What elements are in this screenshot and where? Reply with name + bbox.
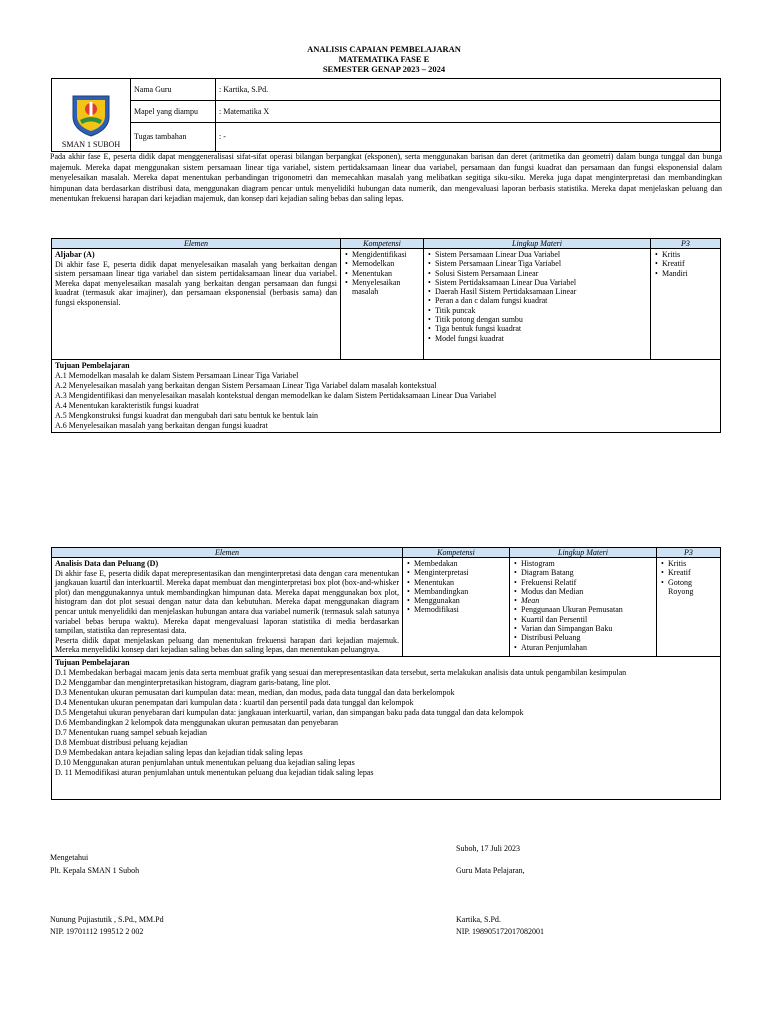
- kompetensi-cell: [403, 558, 510, 657]
- tujuan-title: Tujuan Pembelajaran: [55, 657, 130, 667]
- signature-left-name: Nunung Pujiastutik , S.Pd., MM.Pd: [50, 915, 164, 924]
- signature-left-nip: NIP. 19701112 199512 2 002: [50, 927, 144, 936]
- p3-list: [660, 559, 717, 596]
- tujuan-item: D.7 Menentukan ruang sampel sebuah kejadian: [55, 727, 207, 737]
- list-item: • Varian dan Simpangan Baku: [513, 624, 653, 633]
- section-aljabar-table: [51, 238, 721, 433]
- tujuan-item: A.5 Mengkonstruksi fungsi kuadrat dan mengubah dari satu bentuk ke bentuk lain: [55, 411, 319, 420]
- p3-cell: [651, 249, 721, 360]
- list-item: • Frekuensi Relatif: [513, 578, 653, 587]
- list-item: • Menentukan: [344, 269, 420, 278]
- tujuan-item: D.10 Menggunakan aturan penjumlahan untuk menentukan peluang dua kejadian saling lepas: [55, 757, 355, 767]
- title-line-2: MATEMATIKA FASE E: [338, 54, 430, 64]
- signature-right-title: Guru Mata Pelajaran,: [456, 866, 525, 875]
- tujuan-item: D.8 Membuat distribusi peluang kejadian: [55, 737, 188, 747]
- tujuan-item: A.2 Menyelesaikan masalah yang berkaitan dengan Sistem Persamaan Linear Tiga Variabel dalam masalah kontekstual: [55, 381, 437, 390]
- signature-left-heading: Mengetahui: [50, 853, 89, 862]
- col-lingkup: Lingkup Materi: [510, 548, 657, 558]
- list-item: • Titik potong dengan sumbu: [427, 315, 647, 324]
- intro-paragraph: Pada akhir fase E, peserta didik dapat menggeneralisasi sifat-sifat operasi bilangan berpangkat (eksponen), serta menggunakan barisan dan deret (aritmetika dan geometri) dalam bunga tunggal dan bunga majemuk. Mereka dapat menggunakan sistem persamaan linear tiga variabel, sistem pertidaksamaan linear dua variabel, persamaan dan fungsi kuadrat dan persamaan dan fungsi eksponensial dalam menyelesaikan masalah. Mereka dapat menentukan perbandingan trigonometri dan memecahkan masalah yang melibatkan segitiga siku-siku. Mereka juga dapat menginterpretasi dan membandingkan himpunan data berdasarkan distribusi data, menggunakan diagram pencar untuk menyelidiki hubungan data numerik, dan mengevaluasi laporan berbasis statistika. Mereka dapat menjelaskan peluang dan menentukan frekuensi harapan dari kejadian majemuk, dan konsep dari kejadian saling bebas dan saling lepas.: [50, 152, 722, 203]
- list-item: • Daerah Hasil Sistem Pertidaksamaan Linear: [427, 287, 647, 296]
- school-logo-cell: [52, 79, 131, 152]
- list-item: • Diagram Batang: [513, 568, 653, 577]
- list-item: • Menggunakan: [406, 596, 506, 605]
- list-item: • Gotong Royong: [660, 578, 717, 597]
- signature-right-nip: NIP. 198905172017082001: [456, 927, 545, 936]
- list-item: • Peran a dan c dalam fungsi kuadrat: [427, 296, 647, 305]
- value-nama-guru: : Kartika, S.Pd.: [216, 79, 721, 101]
- list-item: • Mean: [513, 596, 653, 605]
- list-item: • Menyelesaikan masalah: [344, 278, 420, 297]
- col-lingkup: Lingkup Materi: [424, 239, 651, 249]
- list-item: • Histogram: [513, 559, 653, 568]
- list-item: • Modus dan Median: [513, 587, 653, 596]
- tujuan-item: D.9 Membedakan antara kejadian saling lepas dan kejadian tidak saling lepas: [55, 747, 303, 757]
- tujuan-item: D.1 Membedakan berbagai macam jenis data serta membuat grafik yang sesuai dan merepresentasikan data tersebut, serta melakukan analisis data untuk pengambilan kesimpulan: [55, 667, 627, 677]
- tujuan-title: Tujuan Pembelajaran: [55, 361, 130, 370]
- list-item: • Memodifikasi: [406, 605, 506, 614]
- tujuan-item: A.6 Menyelesaikan masalah yang berkaitan dengan fungsi kuadrat: [55, 421, 268, 430]
- list-item: • Membandingkan: [406, 587, 506, 596]
- kompetensi-list: [344, 250, 420, 296]
- col-kompetensi: Kompetensi: [341, 239, 424, 249]
- title-line-3: SEMESTER GENAP 2023 – 2024: [322, 64, 446, 74]
- col-elemen: Elemen: [52, 548, 403, 558]
- elemen-description: Di akhir fase E, peserta didik dapat merepresentasikan dan menginterpretasi data dengan cara menentukan jangkauan kuartil dan interkuartil. Mereka dapat membuat dan menginterpretasi box plot (box-and-whisker plot) dan menggunakannya untuk membandingkan himpunan data. Mereka dapat menggunakan box plot, histogram dan dot plot sesuai dengan natur data dan kebutuhan. Mereka dapat menggunakan diagram pencar untuk menyelidiki dan menjelaskan hubungan antara dua variabel numerik (termasuk salah satunya variabel bebas berupa waktu). Mereka dapat mengevaluasi laporan statistika di media berdasarkan tampilan, statistika dan representasi data.: [55, 568, 399, 636]
- list-item: • Kreatif: [654, 259, 717, 268]
- elemen-cell: [52, 558, 403, 657]
- tujuan-cell: [52, 656, 721, 799]
- elemen-title: Aljabar (A): [55, 250, 95, 259]
- title-line-1: ANALISIS CAPAIAN PEMBELAJARAN: [307, 44, 461, 54]
- list-item: • Kreatif: [660, 568, 717, 577]
- col-kompetensi: Kompetensi: [403, 548, 510, 558]
- p3-cell: [657, 558, 721, 657]
- list-item: • Sistem Pertidaksamaan Linear Dua Variabel: [427, 278, 647, 287]
- list-item: • Menentukan: [406, 578, 506, 587]
- elemen-cell: [52, 249, 341, 360]
- value-mapel: : Matematika X: [216, 101, 721, 123]
- value-tugas-tambahan: : -: [216, 123, 721, 152]
- list-item: • Kuartil dan Persentil: [513, 615, 653, 624]
- list-item: • Aturan Penjumlahan: [513, 643, 653, 652]
- elemen-description: Di akhir fase E, peserta didik dapat menyelesaikan masalah yang berkaitan dengan sistem persamaan linear tiga variabel dan sistem pertidaksamaan linear dua variabel. Mereka dapat menyelesaikan masalah yang berkaitan dengan persamaan dan fungsi kuadrat (termasuk akar imajiner), dan persamaan eksponensial (berbasis sama) dan fungsi eksponensial.: [55, 259, 337, 307]
- list-item: • Sistem Persamaan Linear Dua Variabel: [427, 250, 647, 259]
- list-item: • Kritis: [660, 559, 717, 568]
- tujuan-item: D.6 Membandingkan 2 kelompok data menggunakan ukuran pemusatan dan penyebaran: [55, 717, 339, 727]
- place-date: Suboh, 17 Juli 2023: [456, 844, 521, 853]
- p3-list: [654, 250, 717, 278]
- list-item: • Model fungsi kuadrat: [427, 334, 647, 343]
- list-item: • Sistem Persamaan Linear Tiga Variabel: [427, 259, 647, 268]
- list-item: • Kritis: [654, 250, 717, 259]
- tujuan-item: A.3 Mengidentifikasi dan menyelesaikan masalah kontekstual dengan memodelkan ke dalam Sistem Pertidaksamaan Linear Dua Variabel: [55, 391, 497, 400]
- list-item: • Memodelkan: [344, 259, 420, 268]
- tujuan-item: D.4 Menentukan ukuran penempatan dari kumpulan data : kuartil dan persentil pada data tunggal dan kelompok: [55, 697, 414, 707]
- kompetensi-cell: [341, 249, 424, 360]
- signature-right-name: Kartika, S.Pd.: [456, 915, 501, 924]
- list-item: • Menginterpretasi: [406, 568, 506, 577]
- col-p3: P3: [657, 548, 721, 558]
- kompetensi-list: [406, 559, 506, 615]
- tujuan-item: A.4 Menentukan karakteristik fungsi kuadrat: [55, 401, 199, 410]
- section-analisis-data-table: [51, 547, 721, 800]
- lingkup-list: [513, 559, 653, 652]
- list-item: • Solusi Sistem Persamaan Linear: [427, 269, 647, 278]
- lingkup-cell: [510, 558, 657, 657]
- tujuan-item: D.2 Menggambar dan menginterpretasikan histogram, diagram garis-batang, line plot.: [55, 677, 331, 687]
- col-p3: P3: [651, 239, 721, 249]
- tujuan-item: D.5 Mengetahui ukuran penyebaran dari kumpulan data: jangkauan interkuartil, varian, dan simpangan baku pada data tunggal dan data kelompok: [55, 707, 524, 717]
- list-item: • Penggunaan Ukuran Pemusatan: [513, 605, 653, 614]
- lingkup-list: [427, 250, 647, 343]
- elemen-description-2: Peserta didik dapat menjelaskan peluang dan menentukan frekuensi harapan dari kejadian majemuk. Mereka menyelidiki konsep dari kejadian saling bebas dan saling lepas, dan menentukan peluangnya.: [55, 635, 399, 655]
- list-item: • Tiga bentuk fungsi kuadrat: [427, 324, 647, 333]
- document-title: [0, 44, 768, 74]
- list-item: • Titik puncak: [427, 306, 647, 315]
- label-mapel: Mapel yang diampu: [131, 101, 216, 123]
- school-logo-icon: [70, 93, 112, 137]
- label-nama-guru: Nama Guru: [131, 79, 216, 101]
- school-name: SMAN 1 SUBOH: [61, 140, 121, 150]
- tujuan-item: D. 11 Memodifikasi aturan penjumlahan untuk menentukan peluang dua kejadian tidak saling lepas: [55, 767, 374, 777]
- elemen-title: Analisis Data dan Peluang (D): [55, 559, 159, 568]
- list-item: • Mengidentifikasi: [344, 250, 420, 259]
- list-item: • Distribusi Peluang: [513, 633, 653, 642]
- list-item: • Mandiri: [654, 269, 717, 278]
- col-elemen: Elemen: [52, 239, 341, 249]
- label-tugas-tambahan: Tugas tambahan: [131, 123, 216, 152]
- tujuan-item: A.1 Memodelkan masalah ke dalam Sistem Persamaan Linear Tiga Variabel: [55, 371, 299, 380]
- tujuan-item: D.3 Menentukan ukuran pemusatan dari kumpulan data: mean, median, dan modus, pada data tunggal dan data berkelompok: [55, 687, 455, 697]
- signature-left-title: Plt. Kepala SMAN 1 Suboh: [50, 866, 140, 875]
- tujuan-cell: [52, 360, 721, 433]
- list-item: • Membedakan: [406, 559, 506, 568]
- lingkup-cell: [424, 249, 651, 360]
- header-table: [51, 78, 721, 152]
